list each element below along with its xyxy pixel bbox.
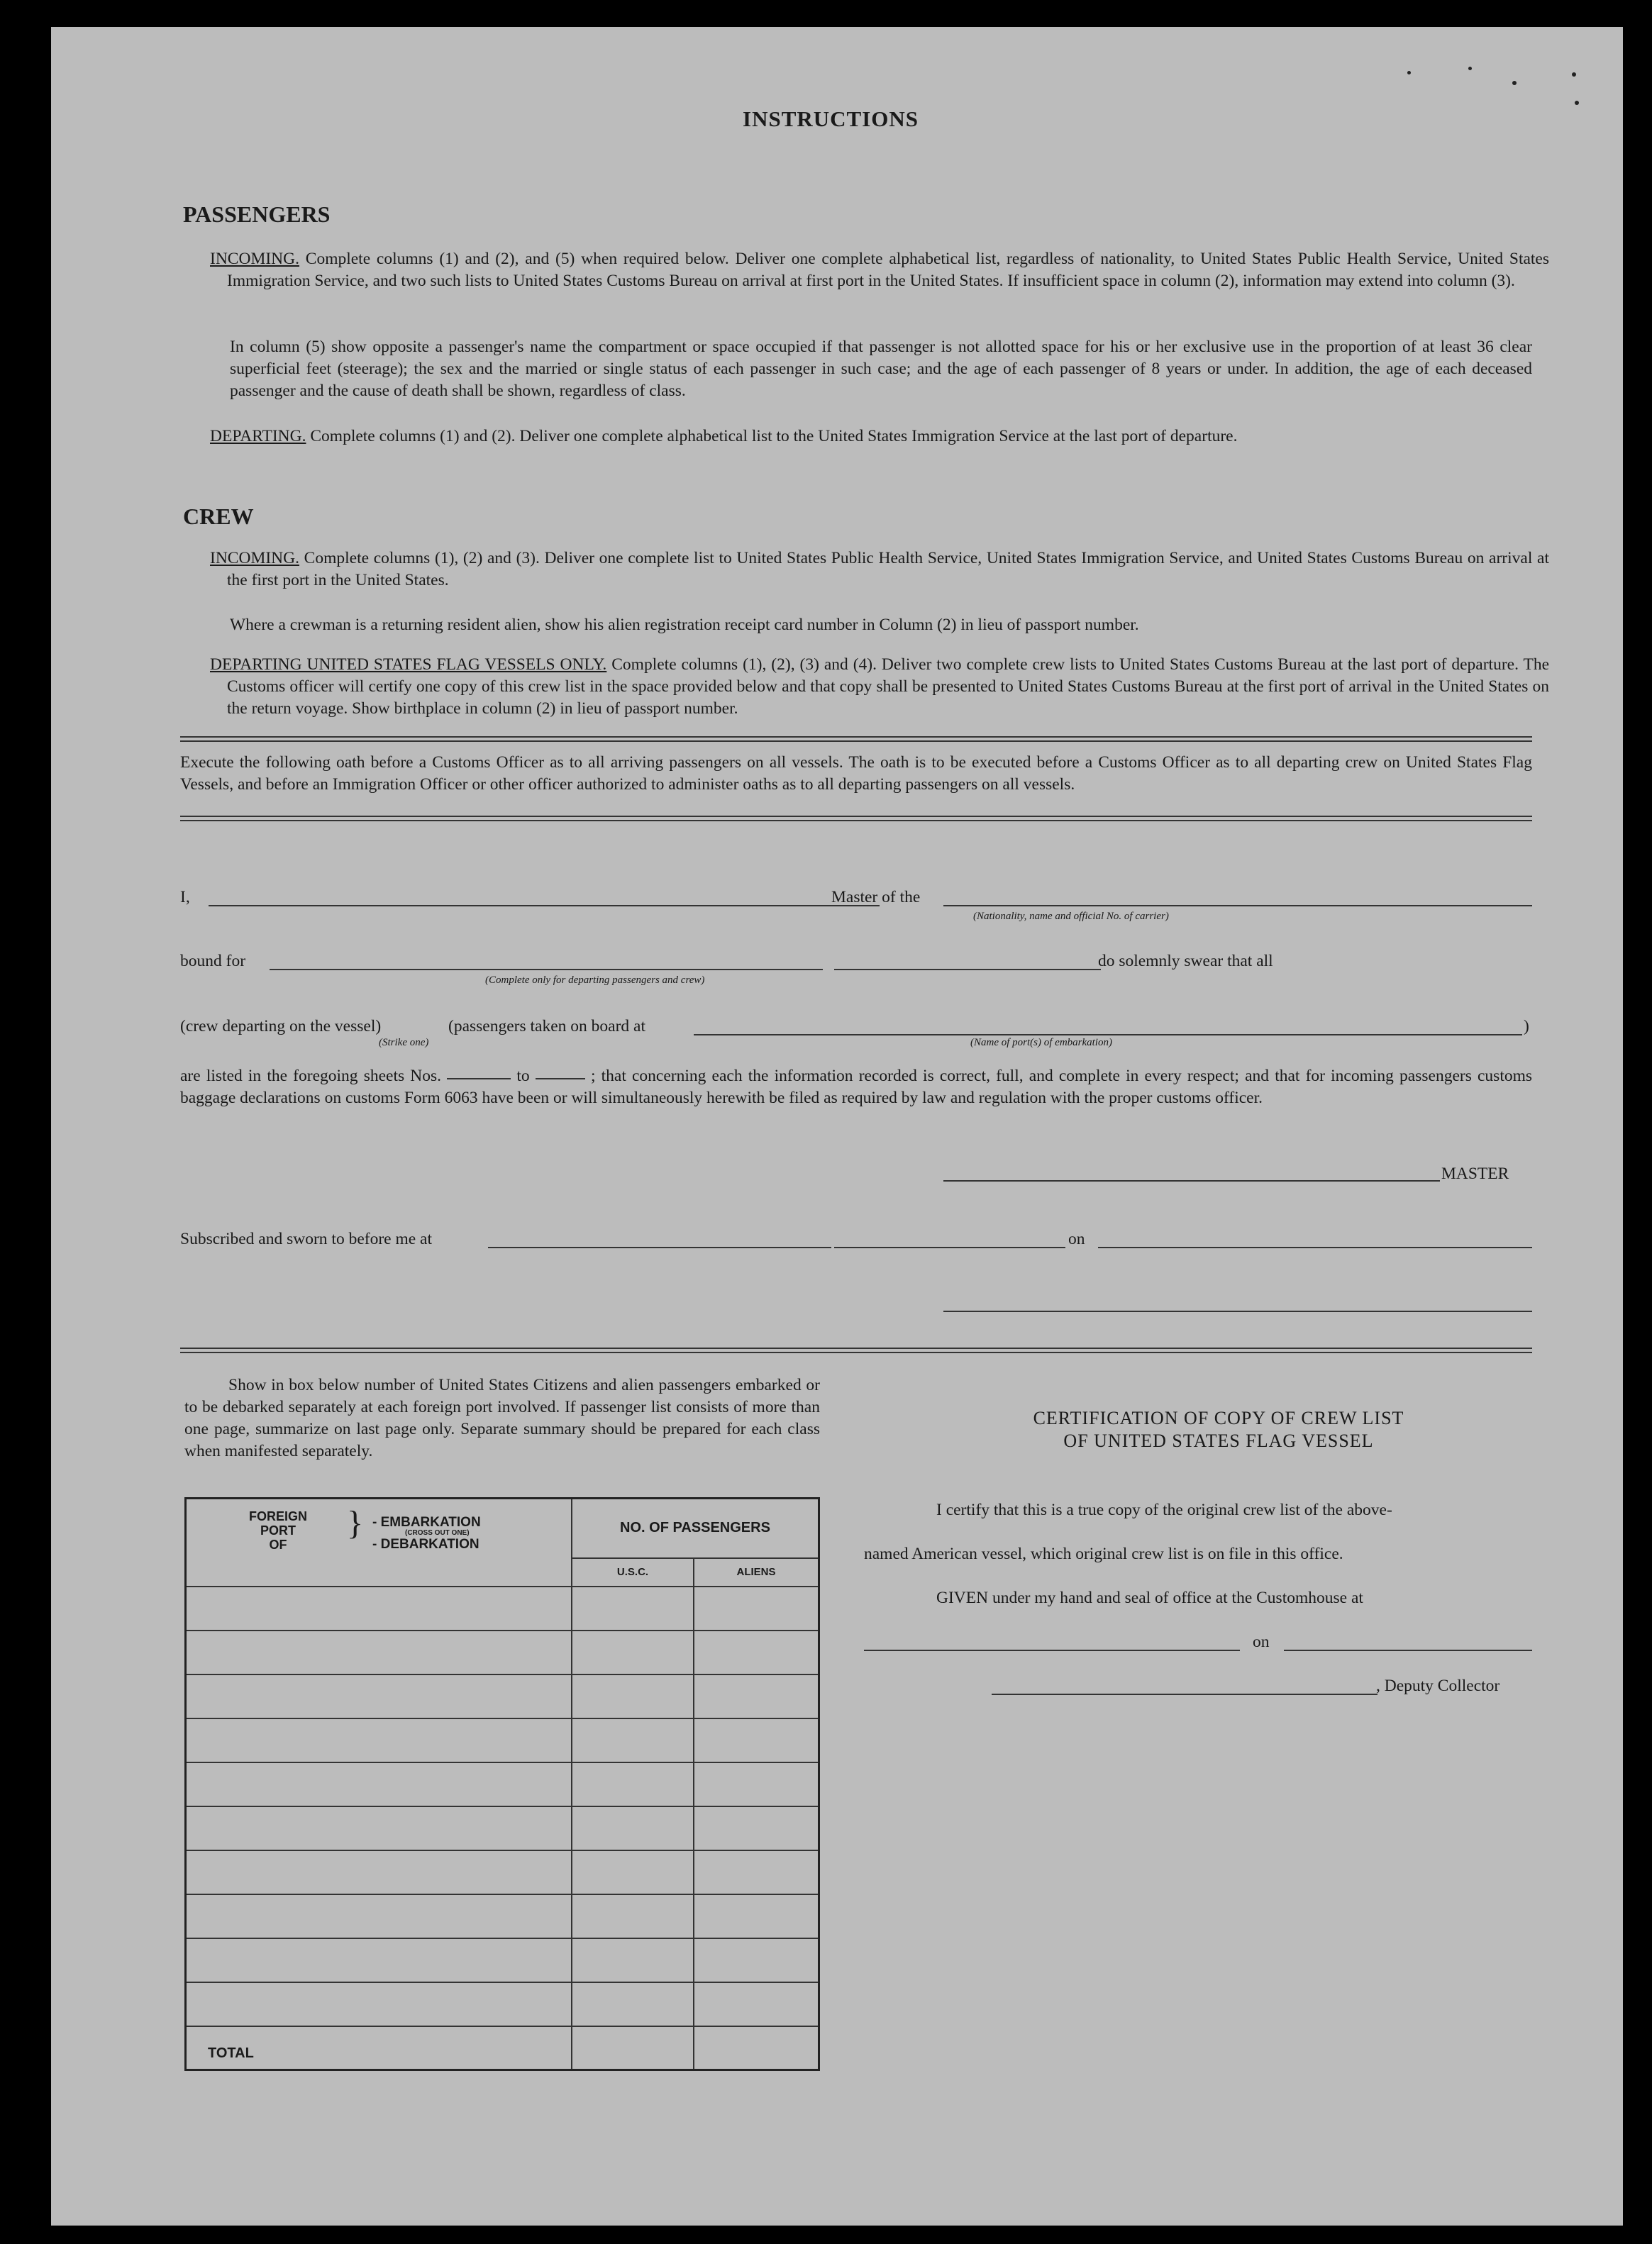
form-sheet bbox=[51, 27, 1623, 2226]
divider bbox=[180, 1348, 1532, 1353]
deputy-signature-field[interactable] bbox=[992, 1694, 1377, 1695]
aliens-cell[interactable] bbox=[694, 1938, 819, 1982]
crew-incoming-text: Complete columns (1), (2) and (3). Deliver one complete list to United States Public Health Service, United States Immigration Service, and United States Customs Bureau on arrival at the first port in the United States. bbox=[227, 549, 1549, 589]
given-text: GIVEN under my hand and seal of office at the Customhouse at bbox=[936, 1589, 1363, 1607]
page-title: INSTRUCTIONS bbox=[743, 106, 919, 131]
usc-total-cell[interactable] bbox=[572, 2026, 694, 2070]
crew-resident-alien: Where a crewman is a returning resident alien, show his alien registration receipt card number in Column (2) in lieu of passport number. bbox=[230, 616, 1139, 634]
sworn-place-field[interactable] bbox=[488, 1247, 831, 1248]
scan-speck bbox=[1512, 81, 1517, 85]
cross-out-note: (CROSS OUT ONE) bbox=[405, 1529, 470, 1537]
total-label: TOTAL bbox=[186, 2026, 572, 2070]
strike-one-note: (Strike one) bbox=[379, 1037, 429, 1048]
aliens-cell[interactable] bbox=[694, 1674, 819, 1718]
passengers-departing bbox=[210, 426, 1549, 448]
port-cell[interactable] bbox=[186, 1587, 572, 1631]
crew-departing-text: Complete columns (1), (2), (3) and (4). Deliver two complete crew lists to United States Customs Bureau at the last port of departure. The Customs officer will certify one copy of this crew list in the space provided below and that copy shall be presented to United States Customs Bureau at the first port of arrival in the United States on the return voyage. Show birthplace in column (2) in lieu of passport number. bbox=[227, 655, 1550, 718]
aliens-cell[interactable] bbox=[694, 1806, 819, 1850]
usc-cell[interactable] bbox=[572, 1674, 694, 1718]
scan-speck bbox=[1572, 72, 1576, 77]
sheet-from-field[interactable] bbox=[447, 1078, 511, 1079]
usc-cell[interactable] bbox=[572, 1806, 694, 1850]
sworn-date-field[interactable] bbox=[1098, 1247, 1532, 1248]
master-signature-field[interactable] bbox=[943, 1180, 1440, 1182]
oath-i-label: I, bbox=[180, 888, 190, 906]
scan-speck bbox=[1407, 71, 1411, 74]
debarkation-option[interactable]: - DEBARKATION bbox=[372, 1537, 479, 1552]
listed-sheets-paragraph bbox=[180, 1065, 1532, 1109]
aliens-cell[interactable] bbox=[694, 1894, 819, 1938]
passenger-summary-table bbox=[184, 1497, 820, 2071]
usc-cell[interactable] bbox=[572, 1982, 694, 2026]
departing-text: Complete columns (1) and (2). Deliver one complete alphabetical list to the United States Immigration Service at the last port of departure. bbox=[310, 427, 1238, 445]
crew-heading: CREW bbox=[183, 504, 254, 529]
no-of-passengers-header: NO. OF PASSENGERS bbox=[572, 1499, 819, 1558]
bound-for-field[interactable] bbox=[270, 969, 823, 970]
listed-to: to bbox=[516, 1067, 530, 1085]
port-cell[interactable] bbox=[186, 1806, 572, 1850]
aliens-cell[interactable] bbox=[694, 1587, 819, 1631]
embarkation-option[interactable]: - EMBARKATION bbox=[372, 1515, 481, 1530]
carrier-field[interactable] bbox=[943, 905, 1532, 906]
incoming-label: INCOMING. bbox=[210, 250, 299, 268]
cert-date-field[interactable] bbox=[1284, 1650, 1532, 1651]
sworn-place-field-2[interactable] bbox=[834, 1247, 1065, 1248]
aliens-total-cell[interactable] bbox=[694, 2026, 819, 2070]
divider bbox=[180, 816, 1532, 821]
certification-heading-line1: CERTIFICATION OF COPY OF CREW LIST bbox=[1033, 1408, 1404, 1428]
aliens-cell[interactable] bbox=[694, 1718, 819, 1762]
certify-line2: named American vessel, which original crew list is on file in this office. bbox=[864, 1545, 1343, 1563]
bound-for-label: bound for bbox=[180, 952, 246, 970]
bound-for-field-2[interactable] bbox=[834, 969, 1101, 970]
subscribed-label: Subscribed and sworn to before me at bbox=[180, 1230, 433, 1248]
embarkation-ports-field[interactable] bbox=[694, 1034, 1522, 1035]
divider bbox=[180, 736, 1532, 742]
officer-signature-field[interactable] bbox=[943, 1311, 1532, 1312]
certification-heading-line2: OF UNITED STATES FLAG VESSEL bbox=[1063, 1431, 1374, 1451]
aliens-cell[interactable] bbox=[694, 1850, 819, 1894]
passengers-incoming bbox=[210, 248, 1549, 292]
port-cell[interactable] bbox=[186, 1938, 572, 1982]
aliens-cell[interactable] bbox=[694, 1762, 819, 1806]
port-header-line3: OF bbox=[269, 1538, 287, 1552]
customhouse-field[interactable] bbox=[864, 1650, 1240, 1651]
crew-departing bbox=[210, 654, 1549, 720]
listed-text-b: ; that concerning each the information recorded is correct, full, and complete in every respect; and that for incoming passengers customs baggage declarations on customs Form 6063 have been or will simultaneously herewith be filed as required by law and regulation with the proper customs officer. bbox=[180, 1067, 1533, 1107]
on-label: on bbox=[1068, 1230, 1085, 1248]
usc-cell[interactable] bbox=[572, 1587, 694, 1631]
usc-cell[interactable] bbox=[572, 1718, 694, 1762]
sheet-to-field[interactable] bbox=[536, 1078, 585, 1079]
port-cell[interactable] bbox=[186, 1762, 572, 1806]
usc-cell[interactable] bbox=[572, 1762, 694, 1806]
departing-label: DEPARTING. bbox=[210, 427, 306, 445]
passengers-taken-option[interactable]: (passengers taken on board at bbox=[448, 1017, 645, 1035]
usc-cell[interactable] bbox=[572, 1938, 694, 1982]
crew-departing-option[interactable]: (crew departing on the vessel) bbox=[180, 1017, 382, 1035]
ports-note: (Name of port(s) of embarkation) bbox=[970, 1037, 1112, 1048]
incoming-text: Complete columns (1) and (2), and (5) when required below. Deliver one complete alphabetical list, regardless of nationality, to United States Public Health Service, United States Immigration Service, and two such lists to United States Customs Bureau on arrival at first port in the United States. If insufficient space in column (2), information may extend into column (3). bbox=[227, 250, 1550, 290]
port-cell[interactable] bbox=[186, 1982, 572, 2026]
master-name-field[interactable] bbox=[209, 905, 880, 906]
close-paren: ) bbox=[1524, 1017, 1529, 1035]
usc-header: U.S.C. bbox=[572, 1558, 694, 1587]
port-cell[interactable] bbox=[186, 1631, 572, 1674]
port-cell[interactable] bbox=[186, 1850, 572, 1894]
summary-instructions: Show in box below number of United States Citizens and alien passengers embarked or to be debarked separately at each foreign port involved. If passenger list consists of more than one page, summarize on last page only. Separate summary should be prepared for each class when manifested separately. bbox=[184, 1376, 820, 1460]
port-cell[interactable] bbox=[186, 1894, 572, 1938]
aliens-cell[interactable] bbox=[694, 1982, 819, 2026]
listed-text-a: are listed in the foregoing sheets Nos. bbox=[180, 1067, 442, 1085]
deputy-collector-label: , Deputy Collector bbox=[1376, 1677, 1500, 1695]
scan-speck bbox=[1468, 67, 1472, 70]
port-cell[interactable] bbox=[186, 1718, 572, 1762]
crew-departing-label: DEPARTING UNITED STATES FLAG VESSELS ONLY. bbox=[210, 655, 607, 674]
certification-heading bbox=[864, 1407, 1573, 1453]
usc-cell[interactable] bbox=[572, 1894, 694, 1938]
cert-on-label: on bbox=[1253, 1633, 1270, 1651]
port-header-line2: PORT bbox=[260, 1523, 296, 1538]
master-of-the-label: Master of the bbox=[831, 888, 921, 906]
brace-icon: } bbox=[347, 1504, 364, 1542]
usc-cell[interactable] bbox=[572, 1631, 694, 1674]
oath-intro: Execute the following oath before a Customs Officer as to all arriving passengers on all vessels. The oath is to be executed before a Customs Officer as to all departing crew on United States Flag Vessels, and before an Immigration Officer or other officer authorized to administer oaths as to all departing passengers on all vessels. bbox=[180, 753, 1532, 794]
crew-incoming-label: INCOMING. bbox=[210, 549, 299, 567]
bound-note: (Complete only for departing passengers and crew) bbox=[485, 974, 705, 986]
aliens-header: ALIENS bbox=[694, 1558, 819, 1587]
carrier-note: (Nationality, name and official No. of carrier) bbox=[973, 911, 1169, 922]
port-header-line1: FOREIGN bbox=[248, 1509, 307, 1523]
scan-speck bbox=[1575, 101, 1579, 105]
swear-text: do solemnly swear that all bbox=[1098, 952, 1273, 970]
crew-incoming bbox=[210, 548, 1549, 591]
usc-cell[interactable] bbox=[572, 1850, 694, 1894]
certify-line1: I certify that this is a true copy of the original crew list of the above- bbox=[936, 1501, 1392, 1519]
aliens-cell[interactable] bbox=[694, 1631, 819, 1674]
port-cell[interactable] bbox=[186, 1674, 572, 1718]
passengers-heading: PASSENGERS bbox=[183, 201, 331, 227]
master-label: MASTER bbox=[1441, 1165, 1509, 1183]
foreign-port-header bbox=[186, 1499, 572, 1587]
column5-instructions: In column (5) show opposite a passenger's name the compartment or space occupied if that passenger is not allotted space for his or her exclusive use in the proportion of at least 36 clear superficial feet (steerage); the sex and the married or single status of each passenger in such case; and the age of each passenger of 8 years or under. In addition, the age of each deceased passenger and the cause of death shall be shown, regardless of class. bbox=[230, 338, 1532, 400]
